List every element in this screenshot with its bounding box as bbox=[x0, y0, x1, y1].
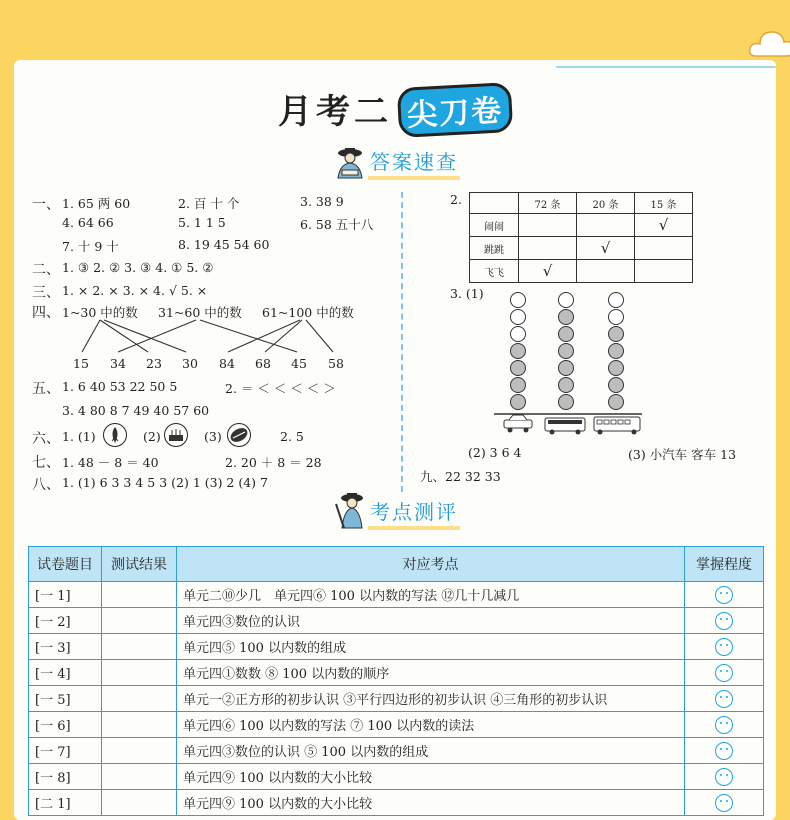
r-q2-label: 2. bbox=[450, 192, 462, 207]
q4-number: 15 bbox=[73, 356, 89, 371]
q5-answer-1: 1. 6 40 53 22 50 5 bbox=[62, 379, 178, 394]
question-cell: [一 5] bbox=[29, 686, 102, 712]
bead bbox=[559, 378, 574, 393]
q6-prefix: 六、 bbox=[32, 431, 60, 447]
topic-cell: 单元四⑤ 100 以内数的组成 bbox=[177, 634, 685, 660]
evaluation-table bbox=[28, 546, 764, 816]
q2-row-name: 飞飞 bbox=[470, 260, 519, 283]
smiley-face-icon[interactable] bbox=[715, 768, 733, 786]
bead bbox=[609, 378, 624, 393]
bead bbox=[609, 293, 624, 308]
q1-answer-5: 5. 1 1 5 bbox=[178, 215, 226, 230]
smiley-face-icon[interactable] bbox=[715, 716, 733, 734]
title-badge: 尖刀卷 bbox=[397, 82, 513, 138]
column-divider bbox=[401, 192, 403, 492]
q2-mark bbox=[635, 260, 693, 283]
question-cell: [一 3] bbox=[29, 634, 102, 660]
q4-number: 68 bbox=[255, 356, 271, 371]
q3-prefix: 三、 bbox=[32, 285, 60, 301]
question-cell: [一 4] bbox=[29, 660, 102, 686]
q2-mark: √ bbox=[577, 237, 635, 260]
q1-prefix: 一、 bbox=[32, 197, 60, 213]
mastery-cell[interactable] bbox=[685, 790, 764, 816]
q5-answer-2: 2. ＝ ＜ ＜ ＜ ＜ ＞ bbox=[225, 381, 336, 396]
bead bbox=[511, 378, 526, 393]
bead bbox=[559, 327, 574, 342]
bead bbox=[511, 361, 526, 376]
table-header: 掌握程度 bbox=[685, 547, 764, 582]
mastery-cell[interactable] bbox=[685, 608, 764, 634]
bead bbox=[609, 344, 624, 359]
r-q3-label: 3. (1) bbox=[450, 286, 484, 301]
coach-icon bbox=[594, 417, 640, 435]
topic-cell: 单元四③数位的认识 bbox=[177, 608, 685, 634]
q2-prefix: 二、 bbox=[32, 262, 60, 278]
q1-answer-3: 3. 38 9 bbox=[300, 194, 344, 209]
r-q9: 九、22 32 33 bbox=[420, 469, 501, 484]
q6-label-3: (3) bbox=[204, 429, 222, 444]
q4-number: 34 bbox=[110, 356, 126, 371]
mastery-cell[interactable] bbox=[685, 686, 764, 712]
result-cell[interactable] bbox=[102, 582, 177, 608]
q2-mark: √ bbox=[635, 214, 693, 237]
result-cell[interactable] bbox=[102, 738, 177, 764]
q2-mark bbox=[519, 214, 577, 237]
question-cell: [一 1] bbox=[29, 582, 102, 608]
mastery-cell[interactable] bbox=[685, 712, 764, 738]
result-cell[interactable] bbox=[102, 634, 177, 660]
q3-answers: 1. × 2. × 3. × 4. √ 5. × bbox=[62, 283, 208, 298]
q2-header: 72 条 bbox=[519, 193, 577, 214]
section-answers-title: 答案速查 bbox=[368, 146, 460, 180]
question-cell: [一 8] bbox=[29, 764, 102, 790]
q5-answer-3: 3. 4 80 8 7 49 40 57 60 bbox=[62, 403, 210, 418]
bead bbox=[609, 327, 624, 342]
table-row bbox=[29, 660, 764, 686]
cake-icon bbox=[164, 423, 188, 447]
result-cell[interactable] bbox=[102, 764, 177, 790]
q1-answer-8: 8. 19 45 54 60 bbox=[178, 237, 270, 252]
question-cell: [一 2] bbox=[29, 608, 102, 634]
question-cell: [二 1] bbox=[29, 790, 102, 816]
mastery-cell[interactable] bbox=[685, 582, 764, 608]
q4-number: 58 bbox=[328, 356, 344, 371]
q2-header: 20 条 bbox=[577, 193, 635, 214]
q2-mark bbox=[519, 237, 577, 260]
topic-cell: 单元四⑥ 100 以内数的写法 ⑦ 100 以内数的读法 bbox=[177, 712, 685, 738]
smiley-face-icon[interactable] bbox=[715, 638, 733, 656]
q2-mark: √ bbox=[519, 260, 577, 283]
smiley-face-icon[interactable] bbox=[715, 586, 733, 604]
topic-cell: 单元二⑩少几 单元四⑥ 100 以内数的写法 ⑫几十几减几 bbox=[177, 582, 685, 608]
table-row bbox=[29, 634, 764, 660]
table-row bbox=[29, 790, 764, 816]
bead bbox=[511, 310, 526, 325]
q4-group-2: 31~60 中的数 bbox=[158, 305, 242, 320]
bead-columns bbox=[490, 282, 650, 437]
mastery-cell[interactable] bbox=[685, 738, 764, 764]
r-q3-2: (2) 3 6 4 bbox=[468, 445, 522, 460]
result-cell[interactable] bbox=[102, 608, 177, 634]
smiley-face-icon[interactable] bbox=[715, 742, 733, 760]
smiley-face-icon[interactable] bbox=[715, 690, 733, 708]
table-row bbox=[29, 608, 764, 634]
q1-answer-6: 6. 58 五十八 bbox=[300, 217, 374, 232]
bead bbox=[559, 361, 574, 376]
q2-row-name: 跳跳 bbox=[470, 237, 519, 260]
q7-answer-1: 1. 48 － 8 ＝ 40 bbox=[62, 455, 159, 470]
q2-mark bbox=[577, 260, 635, 283]
table-header: 对应考点 bbox=[177, 547, 685, 582]
q8-prefix: 八、 bbox=[32, 477, 60, 493]
title-main: 月考二 bbox=[278, 92, 392, 132]
result-cell[interactable] bbox=[102, 660, 177, 686]
q4-number: 45 bbox=[291, 356, 307, 371]
topic-cell: 单元四③数位的认识 ⑤ 100 以内数的组成 bbox=[177, 738, 685, 764]
q2-table bbox=[469, 192, 693, 283]
topic-cell: 单元四①数数 ⑧ 100 以内数的顺序 bbox=[177, 660, 685, 686]
mastery-cell[interactable] bbox=[685, 764, 764, 790]
mastery-cell[interactable] bbox=[685, 634, 764, 660]
bead bbox=[511, 293, 526, 308]
scholar-icon bbox=[332, 490, 368, 530]
bead bbox=[559, 293, 574, 308]
q4-prefix: 四、 bbox=[32, 305, 60, 321]
bead bbox=[511, 395, 526, 410]
q6-label-1: 1. (1) bbox=[62, 429, 96, 444]
fish-icon bbox=[103, 423, 127, 447]
q7-answer-2: 2. 20 ＋ 8 ＝ 28 bbox=[225, 455, 322, 470]
table-row bbox=[29, 582, 764, 608]
smiley-face-icon[interactable] bbox=[715, 664, 733, 682]
q1-answer-4: 4. 64 66 bbox=[62, 215, 114, 230]
q6-answer-2: 2. 5 bbox=[280, 429, 304, 444]
q4-number: 23 bbox=[146, 356, 162, 371]
smiley-face-icon[interactable] bbox=[715, 612, 733, 630]
topic-cell: 单元一②正方形的初步认识 ③平行四边形的初步认识 ④三角形的初步认识 bbox=[177, 686, 685, 712]
table-row bbox=[29, 764, 764, 790]
table-header: 试卷题目 bbox=[29, 547, 102, 582]
question-cell: [一 6] bbox=[29, 712, 102, 738]
result-cell[interactable] bbox=[102, 712, 177, 738]
q5-prefix: 五、 bbox=[32, 381, 60, 397]
bead bbox=[609, 361, 624, 376]
bead bbox=[511, 327, 526, 342]
bead bbox=[559, 310, 574, 325]
result-cell[interactable] bbox=[102, 790, 177, 816]
q2-answers: 1. ③ 2. ② 3. ③ 4. ① 5. ② bbox=[62, 260, 214, 275]
q2-header: 15 条 bbox=[635, 193, 693, 214]
q1-answer-7: 7. 十 9 十 bbox=[62, 239, 119, 254]
topic-cell: 单元四⑨ 100 以内数的大小比较 bbox=[177, 790, 685, 816]
q7-prefix: 七、 bbox=[32, 455, 60, 471]
car-icon bbox=[504, 415, 532, 433]
q8-answers: 1. (1) 6 3 3 4 5 3 (2) 1 (3) 2 (4) 7 bbox=[62, 475, 268, 490]
section-evaluation-title: 考点测评 bbox=[368, 496, 460, 530]
bead bbox=[609, 310, 624, 325]
table-header: 测试结果 bbox=[102, 547, 177, 582]
decorative-line bbox=[556, 66, 776, 68]
result-cell[interactable] bbox=[102, 686, 177, 712]
question-cell: [一 7] bbox=[29, 738, 102, 764]
bead bbox=[559, 395, 574, 410]
q2-header bbox=[470, 193, 519, 214]
bead bbox=[559, 344, 574, 359]
table-row bbox=[29, 686, 764, 712]
q1-answer-2: 2. 百 十 个 bbox=[178, 196, 240, 211]
watermelon-icon bbox=[227, 423, 251, 447]
q4-number: 30 bbox=[182, 356, 198, 371]
cloud-decoration bbox=[748, 22, 790, 62]
mastery-cell[interactable] bbox=[685, 660, 764, 686]
q4-group-1: 1~30 中的数 bbox=[62, 305, 138, 320]
q4-number: 84 bbox=[219, 356, 235, 371]
q4-matching-lines bbox=[0, 0, 400, 380]
table-row bbox=[29, 712, 764, 738]
q2-row-name: 闹闹 bbox=[470, 214, 519, 237]
section-evaluation-heading bbox=[332, 490, 460, 530]
q6-label-2: (2) bbox=[143, 429, 161, 444]
bead bbox=[609, 395, 624, 410]
q2-mark bbox=[635, 237, 693, 260]
topic-cell: 单元四⑨ 100 以内数的大小比较 bbox=[177, 764, 685, 790]
q1-answer-1: 1. 65 两 60 bbox=[62, 196, 131, 211]
bead bbox=[511, 344, 526, 359]
table-row bbox=[29, 738, 764, 764]
q2-mark bbox=[577, 214, 635, 237]
bus-icon bbox=[545, 418, 585, 435]
q4-group-3: 61~100 中的数 bbox=[262, 305, 354, 320]
r-q3-3: (3) 小汽车 客车 13 bbox=[628, 447, 737, 462]
